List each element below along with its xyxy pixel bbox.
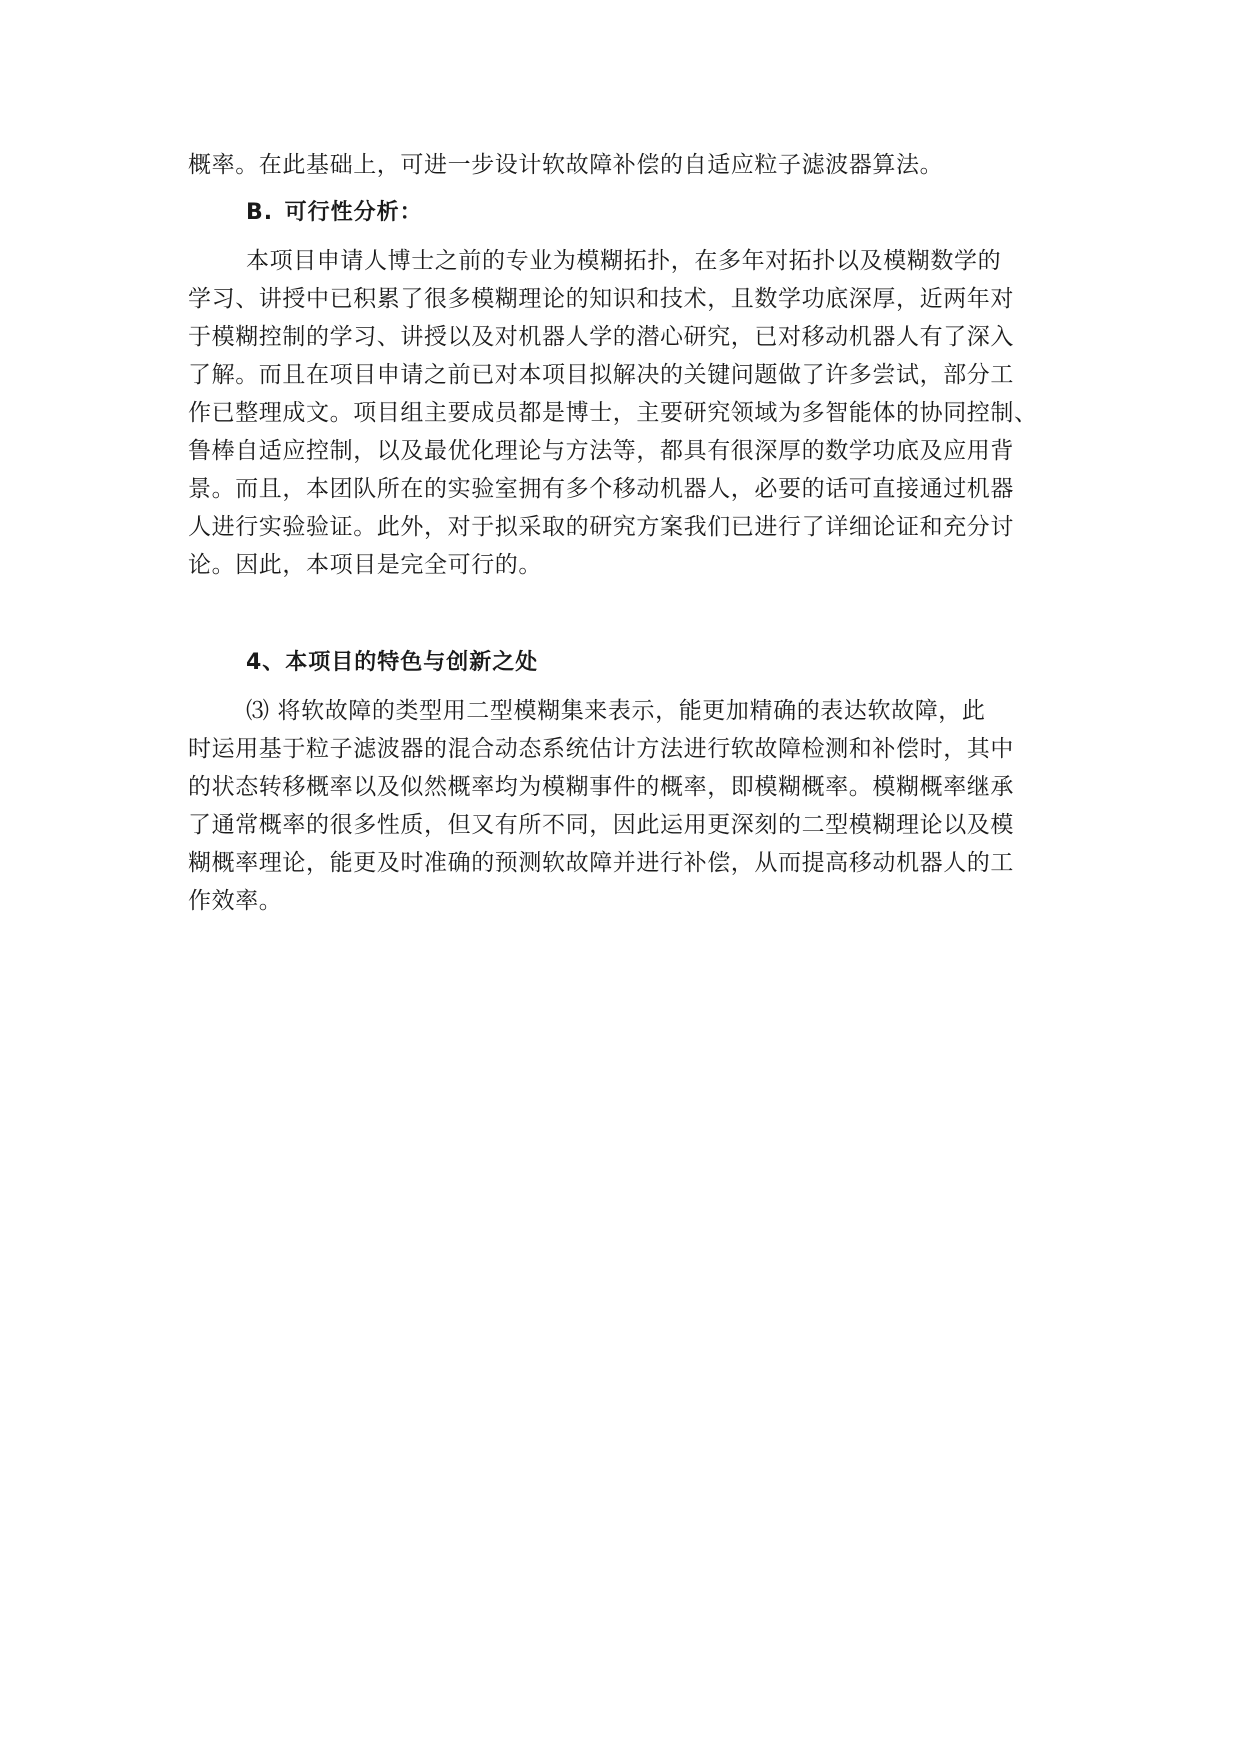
- paragraph-line: 景。而且，本团队所在的实验室拥有多个移动机器人，必要的话可直接通过机器: [188, 476, 1014, 502]
- spacer: [188, 232, 1058, 242]
- paragraph-line: 糊概率理论，能更及时准确的预测软故障并进行补偿，从而提高移动机器人的工: [188, 850, 1014, 876]
- paragraph-line: 时运用基于粒子滤波器的混合动态系统估计方法进行软故障检测和补偿时，其中: [188, 736, 1014, 762]
- document-body: [188, 146, 1058, 920]
- paragraph-line: 了通常概率的很多性质，但又有所不同，因此运用更深刻的二型模糊理论以及模: [188, 812, 1014, 838]
- spacer: [188, 184, 1058, 194]
- paragraph-line: 鲁棒自适应控制，以及最优化理论与方法等，都具有很深厚的数学功底及应用背: [188, 438, 1014, 464]
- paragraph-line: 作效率。: [188, 888, 283, 914]
- paragraph-line: 论。因此，本项目是完全可行的。: [188, 552, 542, 578]
- paragraph-line: 人进行实验验证。此外，对于拟采取的研究方案我们已进行了详细论证和充分讨: [188, 514, 1014, 540]
- paragraph-line: 的状态转移概率以及似然概率均为模糊事件的概率，即模糊概率。模糊概率继承: [188, 774, 1014, 800]
- section-4-paragraph: [188, 692, 1058, 920]
- section-b-heading: [188, 194, 1058, 232]
- section-b-title: 可行性分析：: [284, 200, 423, 225]
- spacer: [188, 584, 1058, 644]
- paragraph-line: 学习、讲授中已积累了很多模糊理论的知识和技术，且数学功底深厚，近两年对: [188, 286, 1014, 312]
- section-4-heading: 4、本项目的特色与创新之处: [246, 650, 539, 675]
- continuation-line: 概率。在此基础上，可进一步设计软故障补偿的自适应粒子滤波器算法。: [188, 152, 944, 178]
- paragraph-line: 本项目申请人博士之前的专业为模糊拓扑，在多年对拓扑以及模糊数学的: [246, 248, 1002, 274]
- section-b-prefix: B.: [246, 200, 274, 225]
- paragraph-line: 作已整理成文。项目组主要成员都是博士，主要研究领域为多智能体的协同控制、: [188, 400, 1038, 426]
- paragraph-line: ⑶ 将软故障的类型用二型模糊集来表示，能更加精确的表达软故障，此: [246, 698, 986, 724]
- spacer: [188, 682, 1058, 692]
- section-b-paragraph: [188, 242, 1058, 584]
- paragraph-line: 了解。而且在项目申请之前已对本项目拟解决的关键问题做了许多尝试，部分工: [188, 362, 1014, 388]
- paragraph-line: 于模糊控制的学习、讲授以及对机器人学的潜心研究，已对移动机器人有了深入: [188, 324, 1014, 350]
